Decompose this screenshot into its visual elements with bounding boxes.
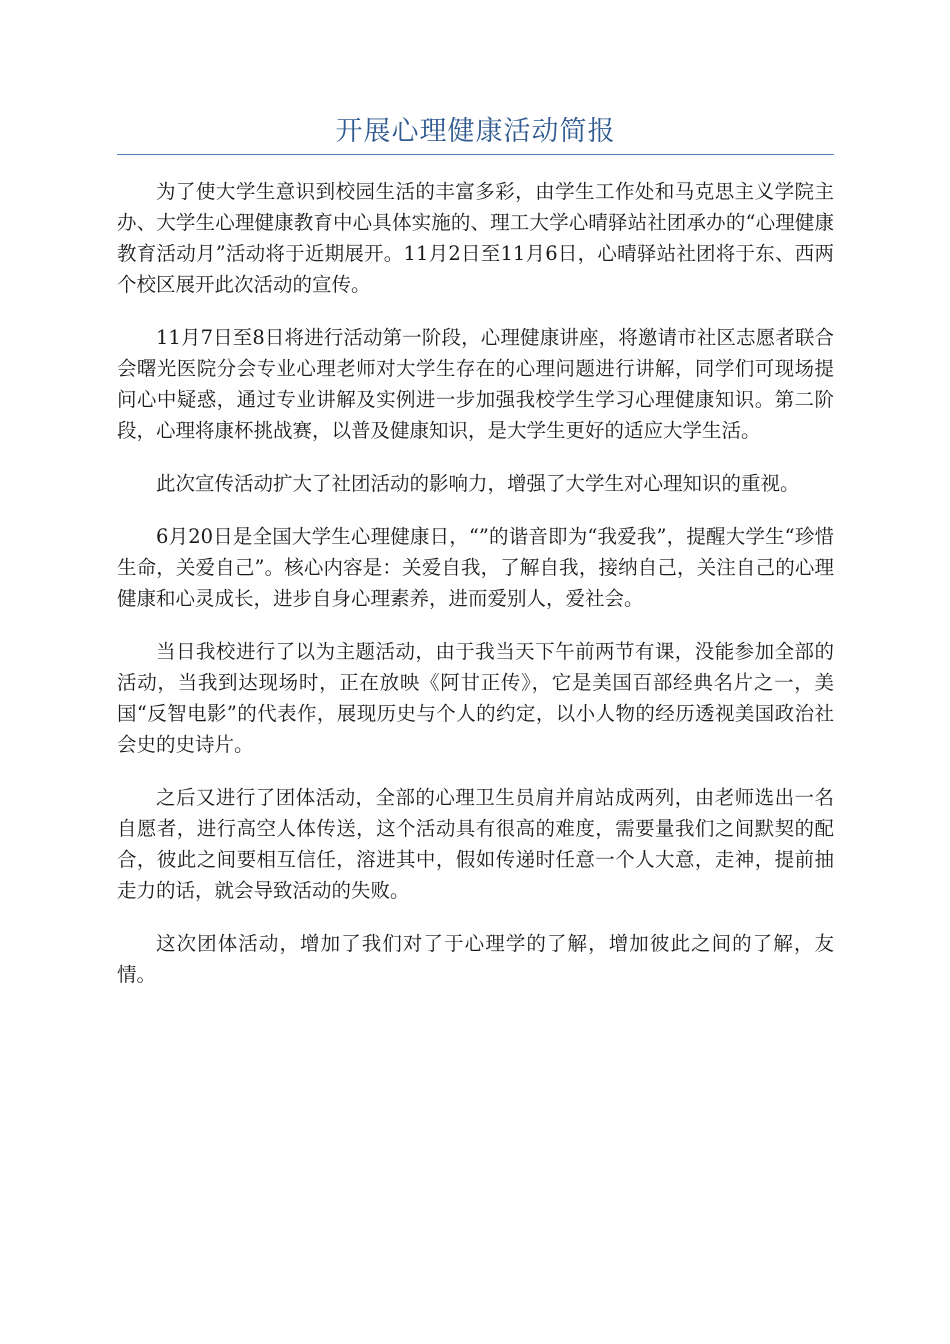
paragraph-6: 之后又进行了团体活动，全部的心理卫生员肩并肩站成两列，由老师选出一名自愿者，进行高空人体传送，这个活动具有很高的难度，需要量我们之间默契的配合，彼此之间要相互信任，溶进其中，假如传递时任意一个人大意，走神，提前抽走力的话，就会导致活动的失败。: [117, 786, 834, 902]
paragraph-7: 这次团体活动，增加了我们对了于心理学的了解，增加彼此之间的了解，友情。: [117, 932, 834, 986]
paragraph-1: 为了使大学生意识到校园生活的丰富多彩，由学生工作处和马克思主义学院主办、大学生心理健康教育中心具体实施的、理工大学心晴驿站社团承办的“心理健康教育活动月”活动将于近期展开。11月2日至11月6日，心晴驿站社团将于东、西两个校区展开此次活动的宣传。: [117, 180, 834, 296]
title-underline: [117, 154, 834, 155]
document-title: 开展心理健康活动简报: [335, 116, 616, 147]
paragraph-3: 此次宣传活动扩大了社团活动的影响力，增强了大学生对心理知识的重视。: [156, 472, 800, 495]
paragraph-2: 11月7日至8日将进行活动第一阶段，心理健康讲座，将邀请市社区志愿者联合会曙光医院分会专业心理老师对大学生存在的心理问题进行讲解，同学们可现场提问心中疑惑，通过专业讲解及实例进一步加强我校学生学习心理健康知识。第二阶段，心理将康杯挑战赛，以普及健康知识，是大学生更好的适应大学生活。: [117, 326, 834, 442]
paragraph-4: 6月20日是全国大学生心理健康日，“”的谐音即为“我爱我”，提醒大学生“珍惜生命，关爱自己”。核心内容是：关爱自我，了解自我，接纳自己，关注自己的心理健康和心灵成长，进步自身心理素养，进而爱别人，爱社会。: [117, 525, 834, 610]
document-body: [117, 176, 834, 1012]
paragraph-5: 当日我校进行了以为主题活动，由于我当天下午前两节有课，没能参加全部的活动，当我到达现场时，正在放映《阿甘正传》，它是美国百部经典名片之一，美国“反智电影”的代表作，展现历史与个人的约定，以小人物的经历透视美国政治社会史的史诗片。: [117, 640, 834, 756]
